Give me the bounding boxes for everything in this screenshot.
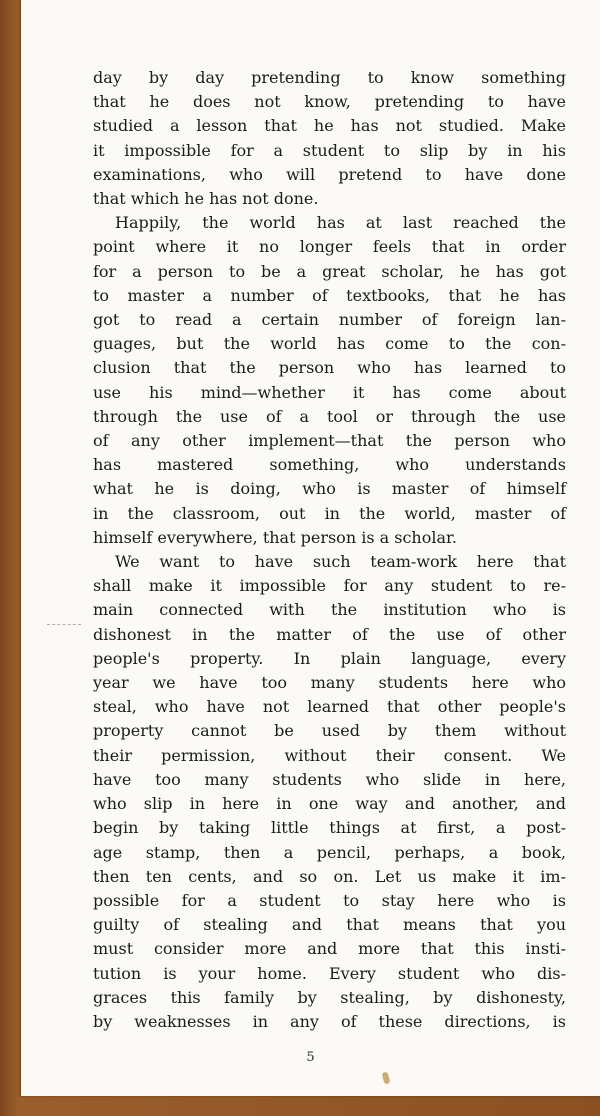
text-line: day by day pretending to know something	[93, 68, 566, 87]
text-line: their permission, without their consent. We	[93, 745, 566, 765]
body-text	[93, 66, 566, 1034]
text-line: that he does not know, pretending to have	[93, 92, 566, 112]
text-line: guages, but the world has come to the con-	[93, 334, 566, 354]
paragraph	[93, 211, 566, 550]
text-line: tution is your home. Every student who dis-	[93, 963, 566, 983]
text-line: it impossible for a student to slip by in his	[93, 140, 566, 160]
text-line: steal, who have not learned that other people's	[93, 697, 566, 717]
text-line: has mastered something, who understands	[93, 455, 566, 475]
text-line: possible for a student to stay here who is	[93, 890, 566, 910]
text-line: have too many students who slide in here,	[93, 769, 566, 789]
text-line: examinations, who will pretend to have done	[93, 164, 566, 184]
text-line: of any other implement—that the person who	[93, 431, 566, 451]
text-line: begin by taking little things at first, a post-	[93, 818, 566, 838]
text-line: studied a lesson that he has not studied. Make	[93, 116, 566, 136]
text-line: graces this family by stealing, by dishonesty,	[93, 987, 566, 1007]
text-line: We want to have such team-work here that	[115, 552, 566, 572]
text-line: by weaknesses in any of these directions, is	[93, 1011, 566, 1031]
page-number: 5	[306, 1050, 315, 1065]
text-line: who slip in here in one way and another, and	[93, 794, 566, 814]
paragraph	[93, 550, 566, 1034]
text-line: shall make it impossible for any student to re-	[93, 576, 566, 596]
text-line: people's property. In plain language, every	[93, 648, 566, 668]
text-line: got to read a certain number of foreign lan-	[93, 310, 566, 330]
text-line: then ten cents, and so on. Let us make it im-	[93, 866, 566, 886]
text-line: main connected with the institution who is	[93, 600, 566, 620]
text-line: point where it no longer feels that in order	[93, 237, 566, 257]
margin-mark	[47, 624, 81, 626]
text-line: clusion that the person who has learned to	[93, 358, 566, 378]
text-line: in the classroom, out in the world, master of	[93, 503, 566, 523]
paper-blemish	[382, 1071, 391, 1084]
text-line: guilty of stealing and that means that you	[93, 915, 566, 935]
text-line: year we have too many students here who	[93, 673, 566, 693]
text-line: what he is doing, who is master of himself	[93, 479, 566, 499]
text-line: to master a number of textbooks, that he has	[93, 285, 566, 305]
text-line: property cannot be used by them without	[93, 721, 566, 741]
text-line: must consider more and more that this insti-	[93, 939, 566, 959]
text-line: that which he has not done.	[93, 189, 319, 209]
book-page	[21, 0, 600, 1096]
text-line: through the use of a tool or through the use	[93, 406, 566, 426]
text-line: age stamp, then a pencil, perhaps, a book,	[93, 842, 566, 862]
text-line: Happily, the world has at last reached the	[115, 213, 566, 233]
text-line: use his mind—whether it has come about	[93, 382, 566, 402]
text-line: dishonest in the matter of the use of other	[93, 624, 566, 644]
paragraph	[93, 66, 566, 211]
text-line: himself everywhere, that person is a scholar.	[93, 527, 457, 547]
text-line: for a person to be a great scholar, he has got	[93, 261, 566, 281]
